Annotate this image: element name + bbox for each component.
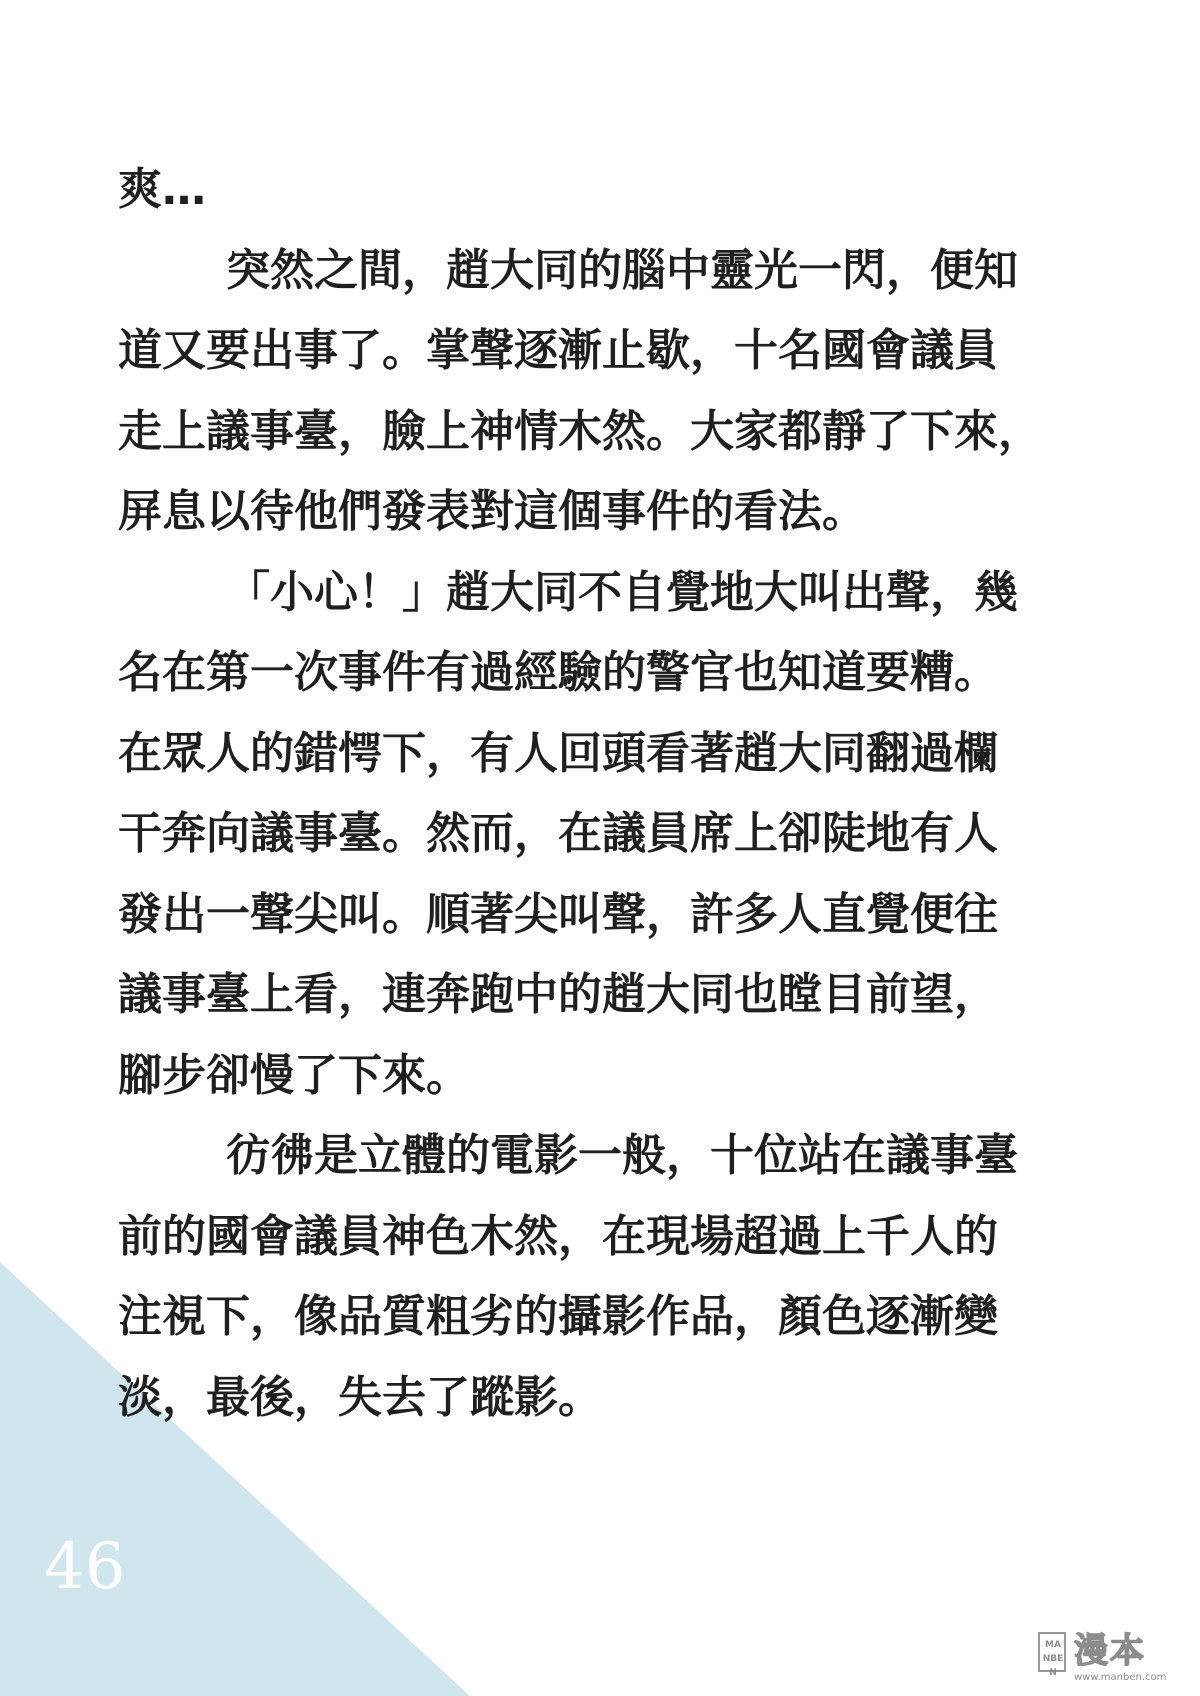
text-line: 在眾人的錯愕下，有人回頭看著趙大同翻過欄	[118, 727, 998, 779]
text-line: 前的國會議員神色木然，在現場超過上千人的	[118, 1210, 998, 1262]
text-line: 彷彿是立體的電影一般，十位站在議事臺	[226, 1130, 1018, 1181]
watermark-url: www.manben.com	[1074, 1672, 1167, 1683]
page-number: 46	[44, 1530, 126, 1604]
text-line: 議事臺上看，連奔跑中的趙大同也瞠目前望，	[118, 969, 998, 1020]
manben-watermark	[1038, 1630, 1188, 1688]
text-line: 爽…	[118, 164, 206, 215]
text-line: 突然之間，趙大同的腦中靈光一閃，便知	[226, 244, 1018, 296]
text-line: 「小心！」趙大同不自覺地大叫出聲，幾	[226, 566, 1018, 618]
text-line: 屏息以待他們發表對這個事件的看法。	[118, 486, 866, 537]
text-line: 發出一聲尖叫。順著尖叫聲，許多人直覺便往	[118, 888, 998, 940]
text-line: 道又要出事了。掌聲逐漸止歇，十名國會議員	[118, 325, 998, 376]
text-line: 干奔向議事臺。然而，在議員席上卻陡地有人	[118, 808, 998, 859]
body-text	[118, 150, 1118, 1438]
text-line: 名在第一次事件有過經驗的警官也知道要糟。	[118, 647, 998, 698]
watermark-title: 漫本	[1074, 1631, 1146, 1671]
text-line: 注視下，像品質粗劣的攝影作品，顏色逐漸變	[118, 1291, 998, 1342]
watermark-logo-box	[1038, 1632, 1066, 1678]
watermark-logo-text: MANBEN	[1042, 1640, 1064, 1678]
text-line: 走上議事臺，臉上神情木然。大家都靜了下來，	[118, 405, 1042, 457]
text-line: 腳步卻慢了下來。	[118, 1049, 470, 1101]
text-line: 淡，最後，失去了蹤影。	[118, 1371, 602, 1423]
